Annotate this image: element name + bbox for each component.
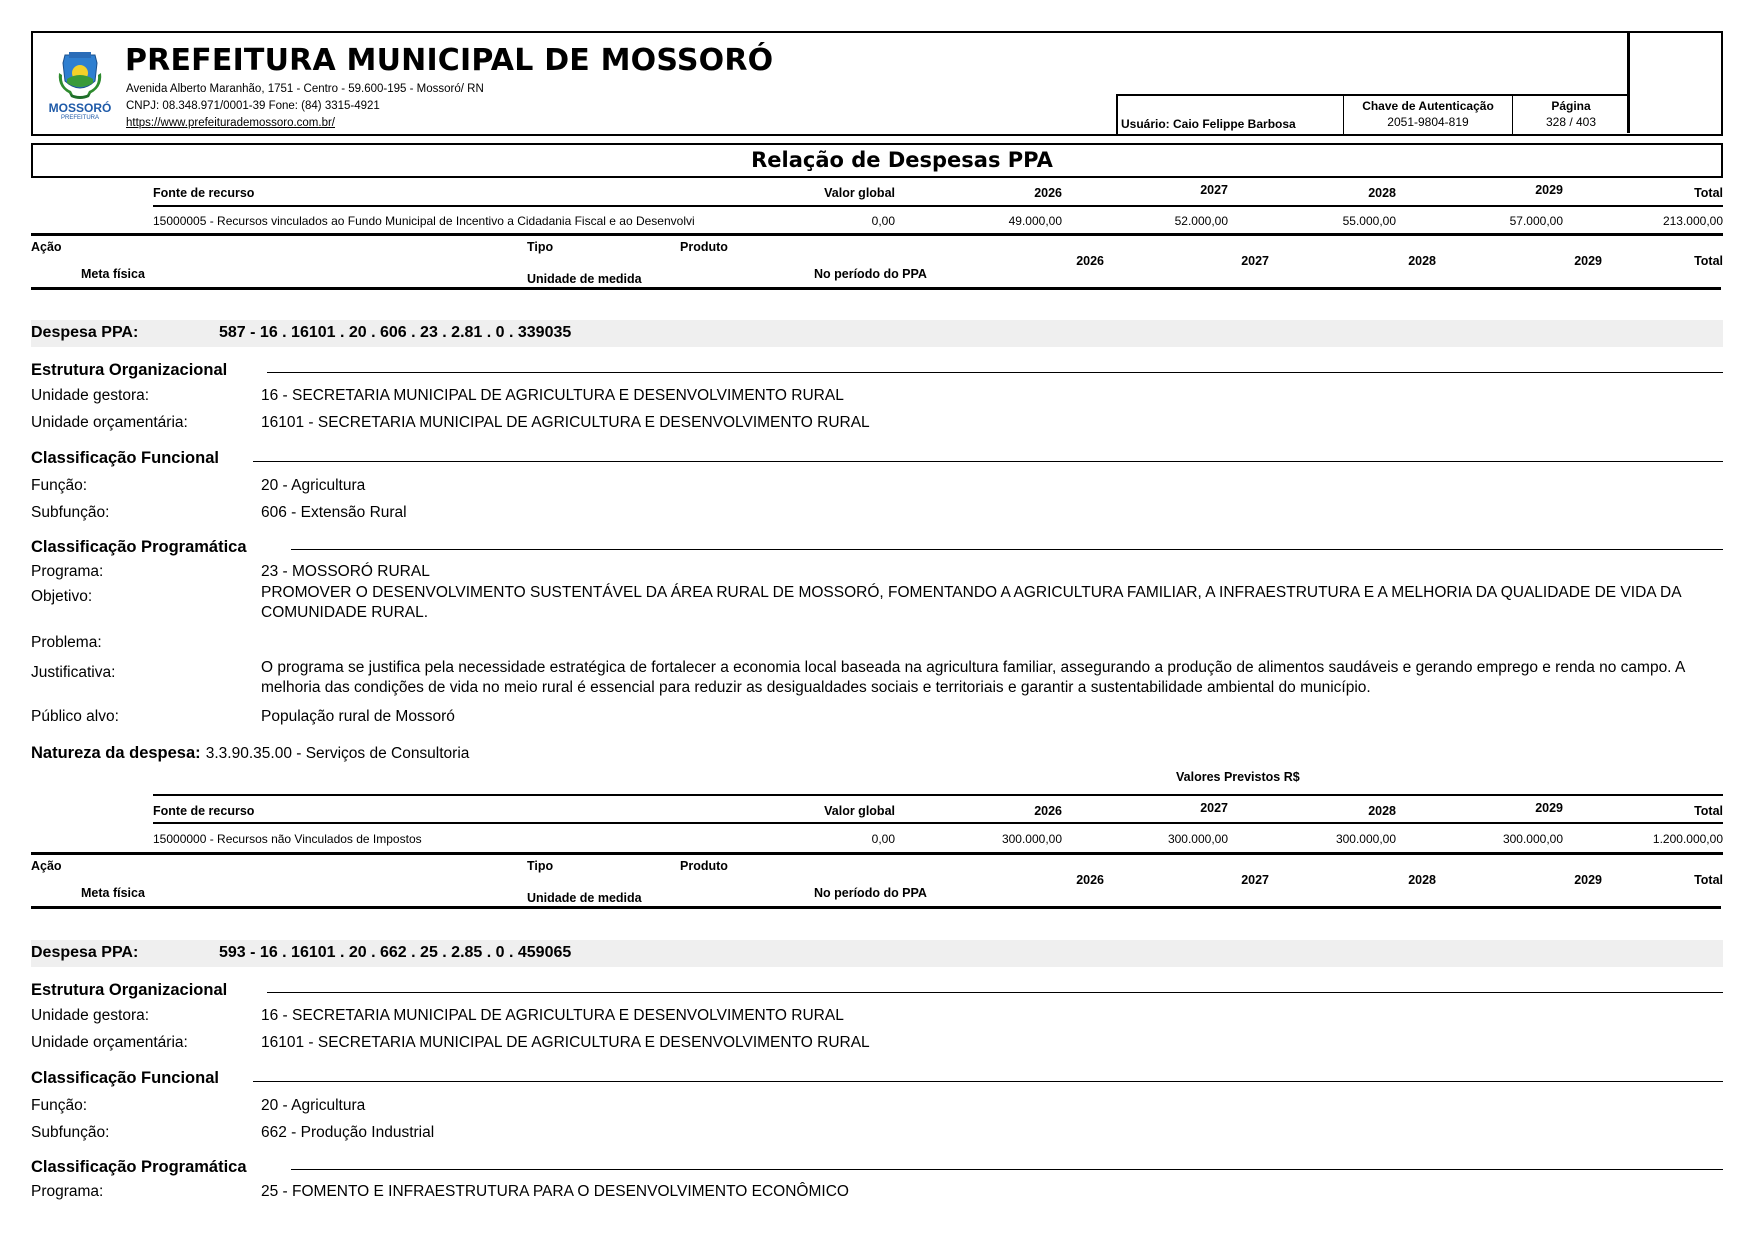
field-label: Subfunção:	[31, 1124, 110, 1141]
divider	[153, 822, 1723, 824]
org-address: Avenida Alberto Maranhão, 1751 - Centro - 59.600-195 - Mossoró/ RN	[126, 83, 484, 95]
natureza-label: Natureza da despesa:	[31, 744, 201, 762]
fonte-value: 55.000,00	[1342, 214, 1396, 228]
col-meta-fisica-header: Meta física	[81, 886, 145, 900]
col-year-header: 2027	[1241, 873, 1269, 887]
despesa-header	[31, 320, 1723, 347]
fonte-value: 57.000,00	[1509, 214, 1563, 228]
fonte-value: 52.000,00	[1174, 214, 1228, 228]
fonte-value: 300.000,00	[1502, 832, 1563, 846]
fonte-label: 15000000 - Recursos não Vinculados de Impostos	[153, 832, 422, 846]
fonte-total: 1.200.000,00	[1652, 832, 1723, 846]
divider	[31, 233, 1723, 236]
auth-key-label: Chave de Autenticação	[1362, 99, 1494, 113]
col-unidade-medida-header: Unidade de medida	[527, 272, 642, 286]
col-year-header: 2028	[1408, 254, 1436, 268]
field-label: Justificativa:	[31, 664, 116, 681]
fonte-value: 300.000,00	[1001, 832, 1062, 846]
despesa-header	[31, 940, 1723, 967]
despesa-code: 593 - 16 . 16101 . 20 . 662 . 25 . 2.85 . 0 . 459065	[219, 944, 572, 961]
col-no-periodo-header: No período do PPA	[814, 267, 927, 281]
col-year-header: 2028	[1368, 186, 1396, 200]
fonte-value: 300.000,00	[1335, 832, 1396, 846]
unidade-gestora-value: 16 - SECRETARIA MUNICIPAL DE AGRICULTURA E DESENVOLVIMENTO RURAL	[261, 1007, 844, 1024]
despesa-code: 587 - 16 . 16101 . 20 . 606 . 23 . 2.81 . 0 . 339035	[219, 324, 572, 341]
logo-text: MOSSORÓ	[48, 101, 112, 115]
field-label: Público alvo:	[31, 708, 119, 725]
org-cnpj-phone: CNPJ: 08.348.971/0001-39 Fone: (84) 3315-4921	[126, 100, 380, 112]
page-cell	[1513, 96, 1629, 135]
col-year-header: 2026	[1034, 804, 1062, 818]
field-label: Objetivo:	[31, 588, 93, 605]
col-year-header: 2028	[1408, 873, 1436, 887]
auth-key-cell	[1344, 96, 1513, 135]
org-title: PREFEITURA MUNICIPAL DE MOSSORÓ	[125, 43, 774, 78]
divider	[31, 287, 1721, 290]
fonte-value: 49.000,00	[1008, 214, 1062, 228]
col-year-header: 2027	[1200, 183, 1228, 197]
divider	[31, 852, 1723, 855]
col-acao-header: Ação	[31, 859, 62, 873]
divider	[153, 205, 1723, 207]
col-produto-header: Produto	[680, 859, 728, 873]
col-valor-global-header: Valor global	[824, 186, 895, 200]
section-title-estrutura: Estrutura Organizacional	[31, 981, 228, 999]
section-title-estrutura: Estrutura Organizacional	[31, 361, 228, 379]
col-year-header: 2026	[1076, 873, 1104, 887]
col-meta-fisica-header: Meta física	[81, 267, 145, 281]
col-total-header: Total	[1694, 186, 1723, 200]
page-number: 328 / 403	[1545, 115, 1597, 129]
org-website-link[interactable]: https://www.prefeiturademossoro.com.br/	[126, 117, 335, 129]
col-unidade-medida-header: Unidade de medida	[527, 891, 642, 905]
field-label: Programa:	[31, 563, 104, 580]
col-total-header: Total	[1694, 804, 1723, 818]
report-title-box	[31, 143, 1723, 178]
field-label: Unidade gestora:	[31, 1007, 150, 1024]
report-title: Relação de Despesas PPA	[751, 148, 1053, 172]
col-valor-global-header: Valor global	[824, 804, 895, 818]
divider	[153, 794, 1723, 796]
despesa-label: Despesa PPA:	[31, 324, 139, 341]
section-title-programatica: Classificação Programática	[31, 538, 247, 556]
col-no-periodo-header: No período do PPA	[814, 886, 927, 900]
logo-subtext: PREFEITURA	[60, 115, 99, 121]
objetivo-value: PROMOVER O DESENVOLVIMENTO SUSTENTÁVEL DA ÁREA RURAL DE MOSSORÓ, FOMENTANDO A AGRICULTURA FAMILIAR, A INFRAESTRUTURA E A MELHORIA DA QUALIDADE DE VIDA DA COMUNIDADE RURAL.	[261, 584, 1681, 621]
programa-value: 25 - FOMENTO E INFRAESTRUTURA PARA O DESENVOLVIMENTO ECONÔMICO	[261, 1183, 849, 1200]
divider	[31, 906, 1721, 909]
col-acao-header: Ação	[31, 240, 62, 254]
fonte-valor-global: 0,00	[871, 214, 895, 228]
funcao-value: 20 - Agricultura	[261, 1097, 366, 1114]
field-label: Função:	[31, 1097, 88, 1114]
divider	[253, 461, 1723, 462]
subfuncao-value: 662 - Produção Industrial	[261, 1124, 435, 1141]
col-fonte-header: Fonte de recurso	[153, 804, 255, 818]
divider	[291, 549, 1723, 550]
col-total-header: Total	[1694, 873, 1723, 887]
col-year-header: 2029	[1574, 873, 1602, 887]
subfuncao-value: 606 - Extensão Rural	[261, 504, 407, 521]
unidade-orcamentaria-value: 16101 - SECRETARIA MUNICIPAL DE AGRICULTURA E DESENVOLVIMENTO RURAL	[261, 1034, 870, 1051]
col-year-header: 2029	[1535, 183, 1563, 197]
fonte-valor-global: 0,00	[871, 832, 895, 846]
col-year-header: 2026	[1034, 186, 1062, 200]
field-label: Unidade orçamentária:	[31, 1034, 188, 1051]
field-label: Unidade orçamentária:	[31, 414, 188, 431]
page-label: Página	[1551, 99, 1591, 113]
despesa-label: Despesa PPA:	[31, 944, 139, 961]
publico-value: População rural de Mossoró	[261, 708, 455, 725]
col-total-header: Total	[1694, 254, 1723, 268]
divider	[291, 1169, 1723, 1170]
user-label: Usuário: Caio Felippe Barbosa	[1121, 117, 1296, 131]
col-produto-header: Produto	[680, 240, 728, 254]
section-title-funcional: Classificação Funcional	[31, 1069, 219, 1087]
divider	[253, 1081, 1723, 1082]
fonte-total: 213.000,00	[1662, 214, 1723, 228]
col-year-header: 2027	[1241, 254, 1269, 268]
fonte-value: 300.000,00	[1167, 832, 1228, 846]
fonte-label: 15000005 - Recursos vinculados ao Fundo Municipal de Incentivo a Cidadania Fiscal e ao Desenvolvi	[153, 214, 695, 228]
report-info-box	[1116, 94, 1629, 135]
programa-value: 23 - MOSSORÓ RURAL	[261, 563, 430, 580]
field-label: Subfunção:	[31, 504, 110, 521]
natureza-despesa	[31, 743, 469, 763]
funcao-value: 20 - Agricultura	[261, 477, 366, 494]
col-year-header: 2029	[1535, 801, 1563, 815]
col-year-header: 2028	[1368, 804, 1396, 818]
section-title-programatica: Classificação Programática	[31, 1158, 247, 1176]
col-year-header: 2026	[1076, 254, 1104, 268]
section-title-funcional: Classificação Funcional	[31, 449, 219, 467]
justificativa-value: O programa se justifica pela necessidade estratégica de fortalecer a economia local baseada na agricultura familiar, assegurando a produção de alimentos saudáveis e gerando emprego e renda no campo. A melhoria das condições de vida no meio rural é essencial para reduzir as desigualdades sociais e territoriais e garantir a sustentabilidade ambiental do município.	[261, 659, 1685, 696]
report-header	[31, 31, 1723, 136]
col-year-header: 2027	[1200, 801, 1228, 815]
unidade-gestora-value: 16 - SECRETARIA MUNICIPAL DE AGRICULTURA E DESENVOLVIMENTO RURAL	[261, 387, 844, 404]
col-tipo-header: Tipo	[527, 859, 554, 873]
natureza-value: 3.3.90.35.00 - Serviços de Consultoria	[205, 745, 470, 762]
divider	[267, 992, 1723, 993]
auth-key-value: 2051-9804-819	[1387, 115, 1469, 129]
user-cell	[1118, 96, 1344, 135]
field-label: Função:	[31, 477, 88, 494]
field-label: Unidade gestora:	[31, 387, 150, 404]
col-fonte-header: Fonte de recurso	[153, 186, 255, 200]
unidade-orcamentaria-value: 16101 - SECRETARIA MUNICIPAL DE AGRICULTURA E DESENVOLVIMENTO RURAL	[261, 414, 870, 431]
col-tipo-header: Tipo	[527, 240, 554, 254]
divider	[267, 372, 1723, 373]
field-label: Programa:	[31, 1183, 104, 1200]
valores-previstos-label: Valores Previstos R$	[1176, 770, 1300, 784]
header-divider	[1627, 33, 1630, 133]
field-label: Problema:	[31, 634, 102, 651]
col-year-header: 2029	[1574, 254, 1602, 268]
mossoro-logo	[49, 49, 111, 127]
